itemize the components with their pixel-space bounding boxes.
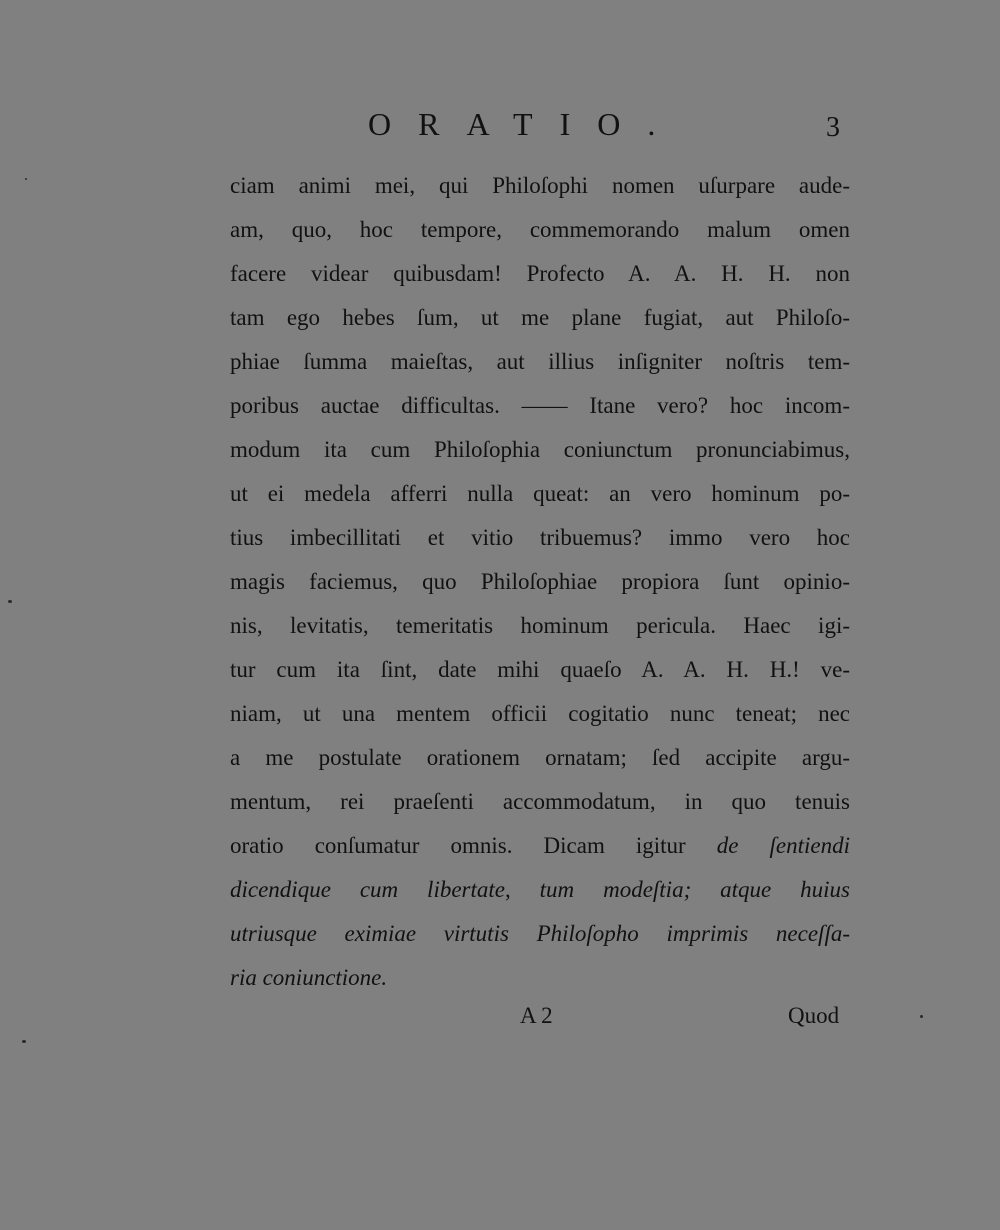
scan-speck xyxy=(8,600,12,603)
text-line: niam, ut una mentem officii cogitatio nunc teneat; nec xyxy=(230,701,850,726)
body-text xyxy=(230,164,850,1000)
page-header xyxy=(0,100,1000,150)
page-footer xyxy=(0,996,1000,1036)
text-line: magis faciemus, quo Philoſophiae propiora ſunt opinio- xyxy=(230,569,850,594)
scan-speck xyxy=(25,178,27,180)
text-line: nis, levitatis, temeritatis hominum pericula. Haec igi- xyxy=(230,613,850,638)
text-line: utriusque eximiae virtutis Philoſopho imprimis neceſſa- xyxy=(230,921,850,946)
text-line: mentum, rei praeſenti accommodatum, in quo tenuis xyxy=(230,789,850,814)
text-line: am, quo, hoc tempore, commemorando malum omen xyxy=(230,217,850,242)
text-line: tur cum ita ſint, date mihi quaeſo A. A. H. H.! ve- xyxy=(230,657,850,682)
signature-mark: A 2 xyxy=(520,1003,553,1028)
page-number: 3 xyxy=(826,112,840,143)
text-line: ciam animi mei, qui Philoſophi nomen uſurpare aude- xyxy=(230,173,850,198)
text-line: ut ei medela afferri nulla queat: an vero hominum po- xyxy=(230,481,850,506)
text-line: oratio conſumatur omnis. Dicam igitur de ſentiendi xyxy=(230,833,851,858)
text-line: poribus auctae difficultas. —— Itane vero? hoc incom- xyxy=(230,393,850,418)
running-title: ORATIO. xyxy=(368,106,683,142)
scan-speck xyxy=(22,1040,26,1043)
text-line: tius imbecillitati et vitio tribuemus? immo vero hoc xyxy=(230,525,850,550)
text-line: phiae ſumma maieſtas, aut illius inſigniter noſtris tem- xyxy=(230,349,850,374)
text-line: modum ita cum Philoſophia coniunctum pronunciabimus, xyxy=(230,437,850,462)
text-line: tam ego hebes ſum, ut me plane fugiat, aut Philoſo- xyxy=(230,305,850,330)
scan-speck xyxy=(920,1015,923,1018)
text-line: ria coniunctione. xyxy=(230,965,388,990)
text-line: facere videar quibusdam! Profecto A. A. H. H. non xyxy=(230,261,850,286)
text-line: a me postulate orationem ornatam; ſed accipite argu- xyxy=(230,745,850,770)
catchword: Quod xyxy=(788,1003,840,1028)
text-line: dicendique cum libertate, tum modeſtia; atque huius xyxy=(230,877,851,902)
